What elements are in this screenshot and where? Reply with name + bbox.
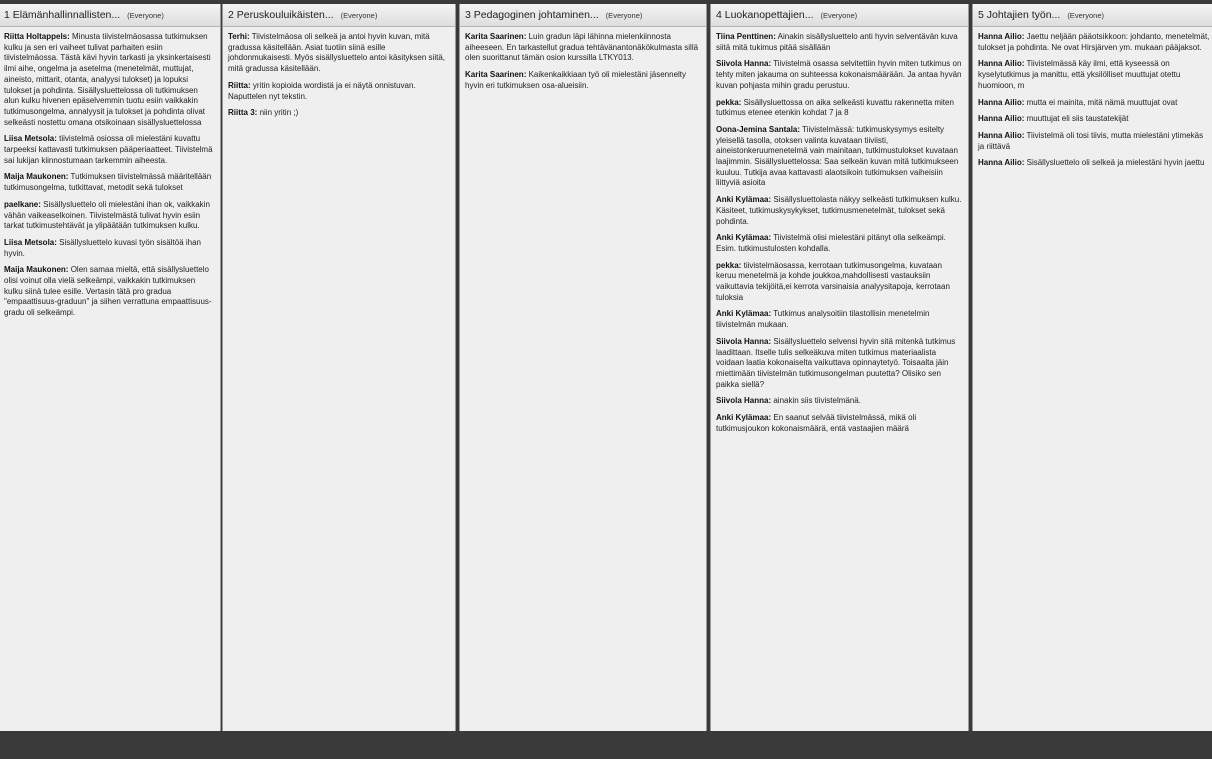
chat-pod-3 (459, 4, 707, 731)
chat-message (716, 337, 963, 391)
message-author: Tiina Penttinen: (716, 32, 776, 41)
message-author: Hanna Ailio: (978, 32, 1025, 41)
message-text: Sisällysluettelo selvensi hyvin sitä mitenkä tutkimus laadittaan. Itselle tulis selkeäkuva miten tutkimus materiaalista voidaan laatia kokonaiselta vaikuttava opinnaytetyö. Toisaalta jäin miettimään tiivistelmän tutkimusongelman puutetta? Olisiko sen paikka siellä? (716, 336, 956, 389)
chat-message (978, 32, 1210, 53)
pod-audience: (Everyone) (127, 10, 164, 20)
message-author: Maija Maukonen: (4, 172, 69, 182)
message-author: Maija Maukonen: (4, 265, 69, 275)
pod-title: 3 Pedagoginen johtaminen... (465, 9, 599, 21)
message-text: Tutkimus analysoitiin tilastollisin menetelmin tiivistelmän mukaan. (716, 309, 930, 330)
message-author: Siivola Hanna: (716, 59, 772, 69)
message-author: Riitta Holtappels: (4, 32, 70, 41)
chat-message (716, 59, 963, 91)
pod-title: 5 Johtajien työn... (978, 9, 1061, 21)
message-author: Hanna Ailio: (978, 59, 1025, 69)
chat-message (716, 195, 963, 227)
message-text: Sisällysluettelo oli mielestäni ihan ok, vaikkakin vähän vaikeaselkoinen. Tiivistelmästä tulivat hyvin esiin tarkat tutkimustehtävät ja ylipäätään tutkimuksen kulku. (4, 199, 210, 231)
message-text: Sisällysluettelo oli selkeä ja mielestäni hyvin jaettu (1026, 158, 1205, 168)
message-author: Liisa Metsola: (4, 134, 57, 144)
message-author: Riitta: (228, 80, 251, 90)
message-author: Anki Kylämaa: (716, 309, 772, 319)
message-author: pekka: (716, 260, 742, 270)
message-author: Hanna Ailio: (978, 97, 1025, 107)
message-text: yritin kopioida wordistä ja ei näytä onnistuvan. Naputtelen nyt tekstin. (228, 80, 416, 101)
message-author: Karita Saarinen: (465, 70, 527, 80)
chat-message (716, 98, 963, 119)
chat-message (716, 233, 963, 254)
chat-message (716, 125, 963, 189)
chat-message (465, 70, 701, 91)
pod-audience: (Everyone) (1067, 10, 1104, 20)
message-author: Anki Kylämaa: (716, 413, 772, 423)
chat-message (978, 59, 1210, 91)
chat-message (978, 158, 1210, 169)
message-author: Anki Kylämaa: (716, 195, 772, 205)
chat-message (465, 32, 701, 64)
pod-title: 4 Luokanopettajien... (716, 9, 814, 21)
chat-message (4, 238, 215, 259)
message-text: tiivistelmä osiossa oli mielestäni kuvattu tarpeeksi kattavasti tutkimuksen pääperiaatteet. Tiivistelmä sai lukijan kiinnostumaan tarkemmin aiheesta. (4, 134, 213, 165)
chat-message (978, 114, 1210, 125)
pod-header[interactable] (460, 4, 706, 27)
chat-pod-2 (222, 4, 456, 731)
chat-message (4, 265, 215, 319)
chat-message (228, 108, 450, 119)
message-author: Anki Kylämaa: (716, 233, 772, 243)
message-author: Hanna Ailio: (978, 130, 1025, 140)
pod-header[interactable] (0, 4, 220, 27)
message-text: Jaettu neljään pääotsikkoon: johdanto, menetelmät, tulokset ja pohdinta. Ne ovat Hirsjärven ym. mukaan pääjaksot. (978, 32, 1210, 52)
message-text: Tiivistelmäosa oli selkeä ja antoi hyvin kuvan, mitä gradussa käsitellään. Asiat tuotiin siinä esille johdonmukaisesti. Myös sisällysluettelo antoi käsityksen siitä, mitä gradussa käsitellään. (228, 32, 445, 74)
message-author: Riitta 3: (228, 108, 258, 118)
message-text: Ainakin sisällysluettelo anti hyvin selventävän kuva siitä mitä tukimus pitää sisällään (716, 32, 958, 52)
message-text: muuttujat eli siis taustatekijät (1026, 114, 1129, 124)
pod-audience: (Everyone) (605, 10, 643, 20)
chat-message (4, 200, 215, 232)
message-text: Tiivistelmä oli tosi tiivis, mutta mielestäni ytimekäs ja riittävä (978, 130, 1204, 151)
chat-message (716, 309, 963, 330)
message-text: En saanut selvää tiivistelmässä, mikä oli tutkimusjoukon kokonaismäärä, entä vastaajien määrä (716, 413, 917, 433)
message-text: Sisällysluettelo kuvasi työn sisältöä ihan hyvin. (4, 237, 201, 258)
message-text: Minusta tiivistelmäosassa tutkimuksen kulku ja sen eri vaiheet tulivat parhaiten esiin tiivistelmäossa. Tästä kävi hyvin tarkasti ja yksinkertaisesti ilmi aihe, ongelma ja asetelma (menetelmät, muttujat, aineisto, mittarit, otanta, analyysi tulokset) ja lopuksi tulokset ja pohdinta. Sisällysluettelossa oli tutkimuksen alun kulku hivenen epäselvemmin tuotu esiin vaikkakin tutkimusongelma, annalyysit ja tulokset ja pohdinta olivat selkeästi nostettu omana otsikoinaan sisällysluettelossa (4, 32, 211, 127)
bottom-bar (0, 733, 1212, 759)
chat-message (978, 98, 1210, 109)
message-text: Tiivistelmässä: tutkimuskysymys esitelty yleisellä tasolla, otoksen valinta kuvataan tiiviisti, aineistonkeruumenetelmä vain mainitaan, tutkimustulokset kuvataan laajimmin. Sisällysluettelossa: Saa selkeän kuvan mitä tutkimukseen kuuluu. Tutkija avaa kattavasti alaotsikoin tutkimuksen vaiheisiin liittyviä asioita (716, 124, 959, 188)
message-text: Tutkimuksen tiivistelmässä määritellään tutkimusongelma, tutkittavat, metodit sekä tulokset (4, 172, 212, 193)
message-text: Sisällysluettossa on aika selkeästi kuvattu rakennetta miten tutkimus etenee etenkin kohdat 7 ja 8 (716, 97, 954, 118)
chat-message (716, 413, 963, 434)
message-text: ainakin siis tiivistelmänä. (773, 396, 861, 406)
message-author: Oona-Jemina Santala: (716, 124, 801, 134)
message-text: Tiivistelmä olisi mielestäni pitänyt olla selkeämpi. Esim. tutkimustulosten kohdalla. (716, 233, 946, 253)
message-text: tiivistelmäosassa, kerrotaan tutkimusongelma, kuvataan keruu menetelmä ja kohde joukkoa,mahdollisesti vastauksiin vaikuttavia tekijöitä,ei kerrota varsinaisia analyysitapoja, kerrotaan tuloksia (716, 260, 950, 302)
message-author: Siivola Hanna: (716, 396, 772, 406)
message-author: Karita Saarinen: (465, 32, 527, 41)
chat-message (716, 261, 963, 304)
message-author: Liisa Metsola: (4, 237, 57, 247)
pod-messages (460, 27, 706, 92)
message-text: niin yritin ;) (259, 108, 299, 118)
chat-message (228, 81, 450, 102)
pod-messages (0, 27, 220, 319)
chat-message (716, 32, 963, 53)
chat-message (4, 134, 215, 166)
message-author: Hanna Ailio: (978, 158, 1025, 168)
message-author: Siivola Hanna: (716, 336, 772, 346)
pod-header[interactable] (973, 4, 1212, 27)
message-author: pekka: (716, 97, 742, 107)
chat-message (4, 172, 215, 193)
message-text: Sisällysluettolasta näkyy selkeästi tutkimuksen kulku. Käsiteet, tutkimuskysykykset, tutkimusmenetelmät, tulokset sekä pohdinta. (716, 195, 962, 226)
chat-pod-5 (972, 4, 1212, 731)
pod-messages (223, 27, 455, 119)
chat-message (4, 32, 215, 128)
chat-message (228, 32, 450, 75)
pod-messages (711, 27, 968, 435)
pod-title: 1 Elämänhallinnallisten... (4, 9, 121, 21)
message-author: Terhi: (228, 32, 250, 41)
message-author: Hanna Ailio: (978, 114, 1025, 124)
pod-audience: (Everyone) (340, 10, 378, 20)
chat-pod-1 (0, 4, 221, 731)
chat-pod-4 (710, 4, 969, 731)
pod-header[interactable] (711, 4, 968, 27)
chat-message (978, 131, 1210, 152)
message-text: Olen samaa mieltä, että sisällysluettelo olisi voinut olla vielä selkeämpi, vaikkakin tutkimuksen kulku siinä tulee esille. Vertasin tätä pro gradua "empaattisuus-graduun" ja siihen verrattuna empaattisuus-gradu oli selkeämpi. (4, 265, 212, 318)
message-text: Luin gradun läpi lähinna mielenkiinnosta aiheeseen. En tarkastellut gradua tehtävänantonäkökulmasta sillä olen suorittanut tämän osion kurssilla LTKY013. (465, 32, 699, 63)
pod-messages (973, 27, 1212, 169)
message-author: paelkane: (4, 199, 41, 209)
pod-audience: (Everyone) (820, 10, 858, 20)
pod-header[interactable] (223, 4, 455, 27)
pod-title: 2 Peruskouluikäisten... (228, 9, 334, 21)
message-text: Tiivistelmässä käy ilmi, että kyseessä on kyselytutkimus ja manittu, että yksilölliset muuttujat otettu huomioon, m (978, 59, 1181, 90)
chat-message (716, 396, 963, 407)
message-text: Tiivistelmä osassa selvitettiin hyvin miten tutkimus on tehty miten jakauma on suhteessa kokonaismäärään. Ja antaa hyvän kuvan pohjasta mihin gradu perustuu. (716, 59, 962, 90)
message-text: mutta ei mainita, mitä nämä muuttujat ovat (1026, 97, 1178, 107)
message-text: Kaikenkaikkiaan työ oli mielestäni jäsennelty hyvin eri tutkimuksen osa-alueisiin. (465, 70, 687, 90)
